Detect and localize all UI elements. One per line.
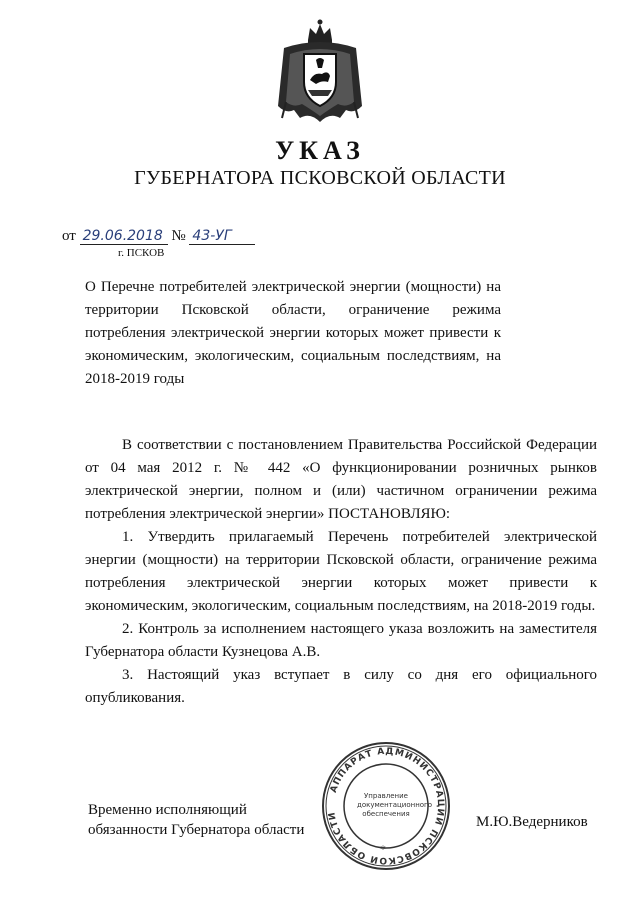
seal-center-line-2: документационного (357, 801, 433, 809)
document-body (85, 434, 597, 710)
signatory-name: М.Ю.Ведерников (476, 814, 588, 830)
document-number: 43-УГ (189, 228, 255, 245)
seal-center-line-1: Управление (364, 792, 408, 800)
document-date: 29.06.2018 (80, 228, 168, 245)
body-item-2: 2. Контроль за исполнением настоящего указа возложить на заместителя Губернатора области Кузнецова А.В. (85, 621, 597, 660)
document-title: УКАЗ (275, 136, 365, 165)
dateline-from-label: от (62, 228, 76, 244)
dateline-number-label: № (171, 228, 186, 244)
body-preamble: В соответствии с постановлением Правительства Российской Федерации от 04 мая 2012 г. № 442 «О функционировании розничных рынков электрической энергии, полном и (или) частичном ограничении режима потребления электрической энергии» ПОСТАНОВЛЯЮ: (85, 437, 597, 522)
document-subject: О Перечне потребителей электрической энергии (мощности) на территории Псковской области, ограничение режима потребления электрической энергии которых может привести к экономическим, экологическим, социальным последствиям, на 2018-2019 годы (85, 279, 501, 387)
dateline (62, 228, 255, 245)
seal-center-line-3: обеспечения (362, 810, 410, 818)
seal-ring-text: АППАРАТ АДМИНИСТРАЦИИ ПСКОВСКОЙ ОБЛАСТИ (327, 746, 446, 866)
body-item-1: 1. Утвердить прилагаемый Перечень потребителей электрической энергии (мощности) на территории Псковской области, ограничение режима потребления электрической энергии которых может привести к экономическим, экологическим, социальным последствиям, на 2018-2019 годы. (85, 529, 597, 614)
official-seal (320, 740, 452, 872)
document-city: г. ПСКОВ (118, 247, 165, 259)
signatory-position-line-2: обязанности Губернатора области (88, 822, 305, 838)
seal-star: * (380, 842, 386, 856)
pskov-region-coat-of-arms-icon (270, 18, 370, 126)
seal-center-text (357, 792, 433, 819)
signatory-position-line-1: Временно исполняющий (88, 802, 247, 818)
document-subtitle: ГУБЕРНАТОРА ПСКОВСКОЙ ОБЛАСТИ (134, 167, 506, 189)
signatory-position (88, 800, 304, 840)
body-item-3: 3. Настоящий указ вступает в силу со дня его официального опубликования. (85, 667, 597, 706)
